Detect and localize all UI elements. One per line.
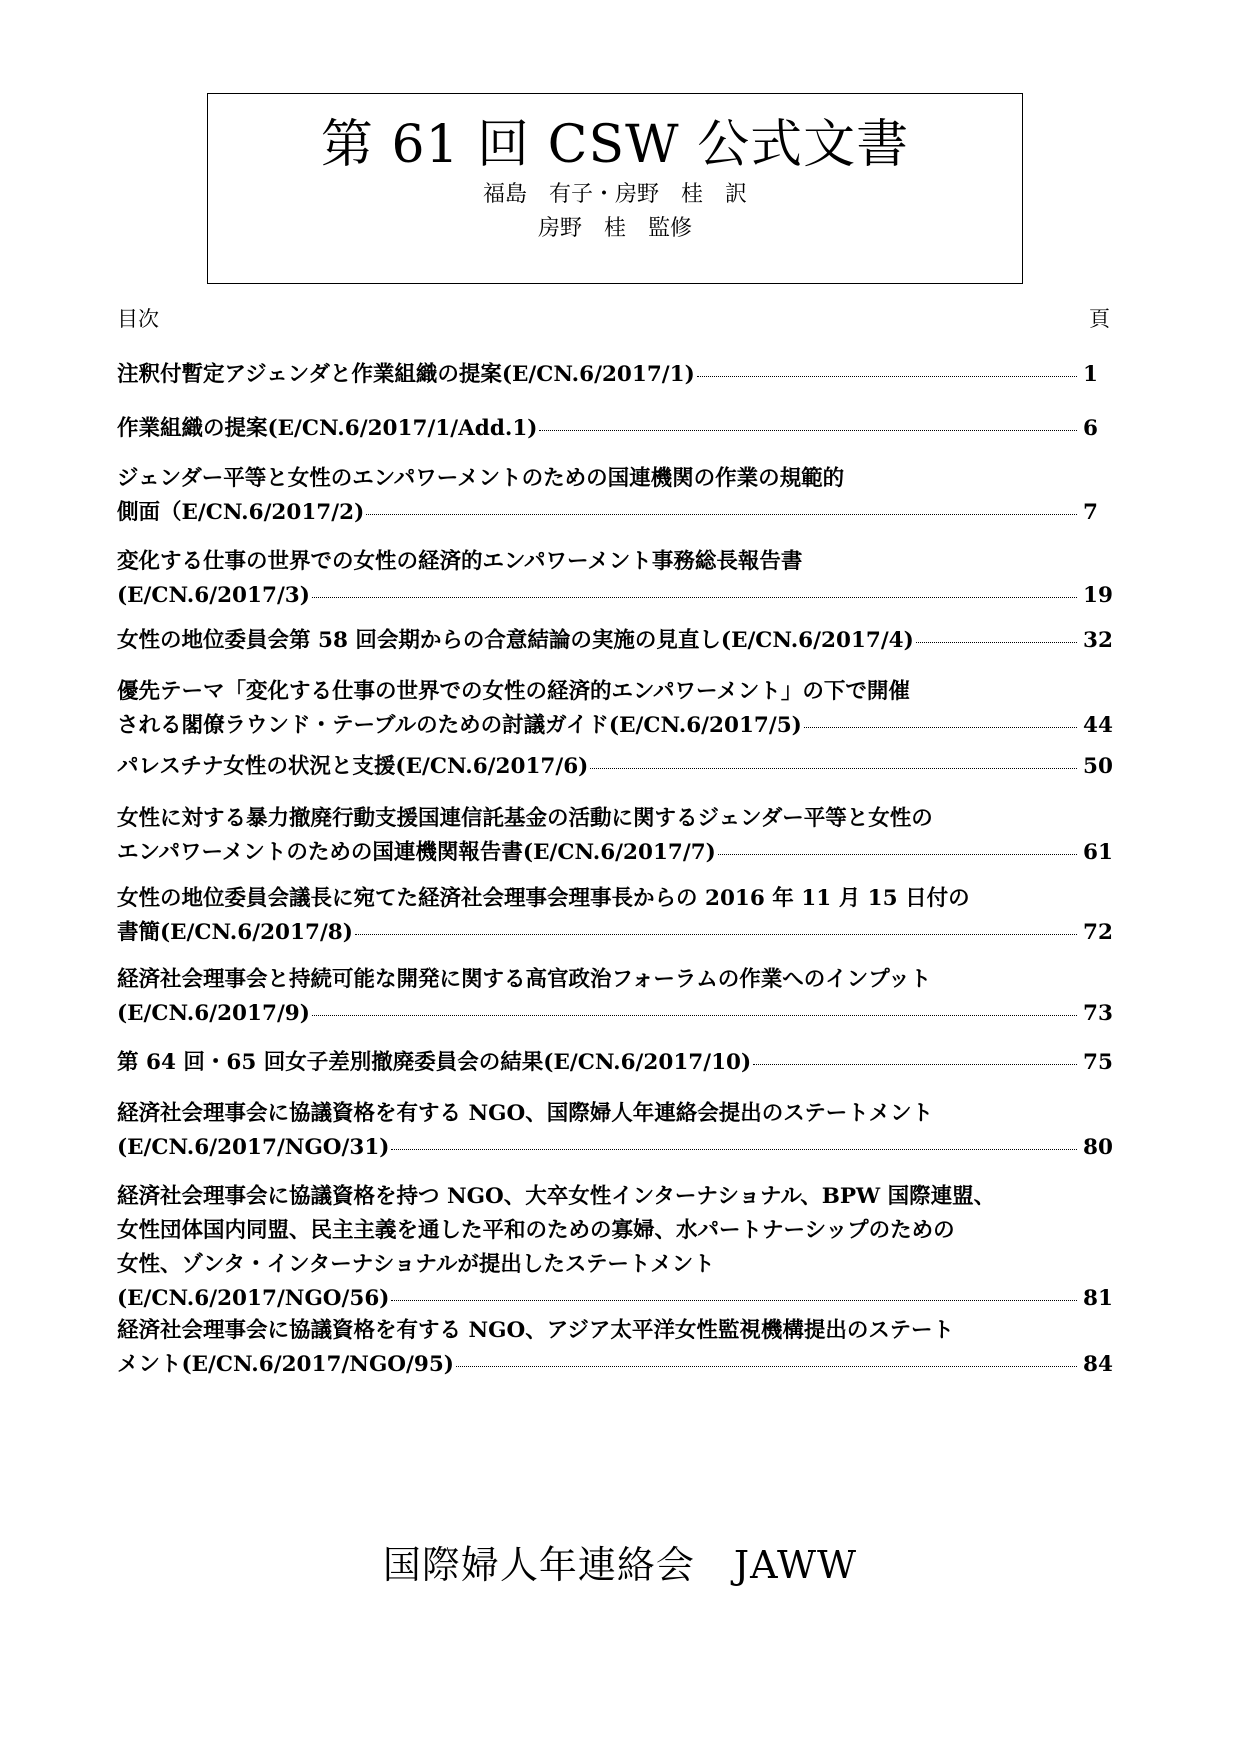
toc-entry-page-number: 72: [1083, 920, 1113, 945]
dot-leader: [804, 727, 1077, 728]
toc-entry-title-line: 女性の地位委員会第 58 回会期からの合意結論の実施の見直し(E/CN.6/2017/4): [117, 628, 914, 653]
toc-entry-title-line: 女性、ゾンタ・インターナショナルが提出したステートメント: [117, 1252, 715, 1277]
toc-entry-title-line: 女性団体国内同盟、民主主義を通した平和のための寡婦、水パートナーシップのための: [117, 1218, 955, 1243]
dot-leader: [391, 1149, 1077, 1150]
translators-credit: 福島 有子・房野 桂 訳: [482, 182, 747, 207]
toc-entry-page-number: 50: [1083, 754, 1113, 779]
toc-entry: [117, 545, 1113, 613]
dot-leader: [718, 854, 1077, 855]
toc-entry-title-line: 経済社会理事会に協議資格を有する NGO、国際婦人年連絡会提出のステートメント: [117, 1101, 934, 1126]
toc-entry: [117, 882, 1113, 950]
document-title: 第 61 回 CSW 公式文書: [320, 115, 910, 175]
toc-entry: [117, 1097, 1113, 1165]
toc-entry-title-line: パレスチナ女性の状況と支援(E/CN.6/2017/6): [117, 754, 589, 779]
toc-entry-page-number: 80: [1083, 1135, 1113, 1160]
toc-entry: [117, 1046, 1113, 1080]
dot-leader: [391, 1300, 1077, 1301]
toc-entry-page-number: 32: [1083, 628, 1113, 653]
toc-entry: [117, 1180, 1113, 1316]
toc-entry-title-line: (E/CN.6/2017/NGO/56): [117, 1286, 390, 1311]
dot-leader: [539, 430, 1077, 431]
dot-leader: [312, 1015, 1077, 1016]
toc-entry: [117, 412, 1113, 446]
toc-entry-title-line: 第 64 回・65 回女子差別撤廃委員会の結果(E/CN.6/2017/10): [117, 1050, 752, 1075]
toc-entry: [117, 624, 1113, 658]
toc-entry-title-line: 優先テーマ「変化する仕事の世界での女性の経済的エンパワーメント」の下で開催: [117, 679, 910, 704]
toc-entry: [117, 1314, 1113, 1382]
toc-entry-title-line: 経済社会理事会に協議資格を有する NGO、アジア太平洋女性監視機構提出のステート: [117, 1318, 954, 1343]
toc-entry-title-line: 経済社会理事会と持続可能な開発に関する高官政治フォーラムの作業へのインプット: [117, 967, 932, 992]
toc-entry: [117, 358, 1113, 392]
dot-leader: [590, 768, 1077, 769]
dot-leader: [312, 597, 1077, 598]
toc-entry-title-line: 側面（E/CN.6/2017/2): [117, 500, 365, 525]
toc-entry-page-number: 81: [1083, 1286, 1113, 1311]
toc-header: [117, 304, 1110, 334]
toc-entry-title-line: エンパワーメントのための国連機関報告書(E/CN.6/2017/7): [117, 840, 716, 865]
toc-entry-page-number: 44: [1083, 713, 1113, 738]
dot-leader: [366, 514, 1077, 515]
toc-entry-title-line: 書簡(E/CN.6/2017/8): [117, 920, 353, 945]
dot-leader: [456, 1366, 1077, 1367]
toc-entry: [117, 675, 1113, 743]
toc-entry-title-line: (E/CN.6/2017/3): [117, 583, 310, 608]
toc-entry-title-line: メント(E/CN.6/2017/NGO/95): [117, 1352, 454, 1377]
toc-entry-page-number: 7: [1083, 500, 1098, 525]
dot-leader: [916, 642, 1077, 643]
toc-entry-title-line: (E/CN.6/2017/9): [117, 1001, 310, 1026]
toc-entry: [117, 802, 1113, 870]
toc-entry-title-line: (E/CN.6/2017/NGO/31): [117, 1135, 390, 1160]
toc-entry-title-line: 女性の地位委員会議長に宛てた経済社会理事会理事長からの 2016 年 11 月 15 日付の: [117, 886, 970, 911]
publisher: 国際婦人年連絡会 JAWW: [382, 1543, 858, 1587]
toc-entry-title-line: される閣僚ラウンド・テーブルのための討議ガイド(E/CN.6/2017/5): [117, 713, 802, 738]
dot-leader: [753, 1064, 1077, 1065]
toc-entry: [117, 462, 1113, 530]
toc-entry: [117, 750, 1113, 784]
toc-entry-page-number: 73: [1083, 1001, 1113, 1026]
dot-leader: [697, 376, 1077, 377]
toc-entry-page-number: 75: [1083, 1050, 1113, 1075]
toc-entry-page-number: 1: [1083, 362, 1098, 387]
page-column-label: 頁: [1089, 307, 1110, 331]
toc-entry-title-line: 変化する仕事の世界での女性の経済的エンパワーメント事務総長報告書: [117, 549, 803, 574]
toc-entry-page-number: 6: [1083, 416, 1098, 441]
toc-entry-title-line: 注釈付暫定アジェンダと作業組織の提案(E/CN.6/2017/1): [117, 362, 695, 387]
toc-entry-title-line: 経済社会理事会に協議資格を持つ NGO、大卒女性インターナショナル、BPW 国際連盟、: [117, 1184, 996, 1209]
toc-entry: [117, 963, 1113, 1031]
toc-entry-page-number: 19: [1083, 583, 1113, 608]
toc-entry-title-line: ジェンダー平等と女性のエンパワーメントのための国連機関の作業の規範的: [117, 466, 845, 491]
title-box: [207, 93, 1023, 284]
toc-entry-page-number: 84: [1083, 1352, 1113, 1377]
toc-entry-title-line: 女性に対する暴力撤廃行動支援国連信託基金の活動に関するジェンダー平等と女性の: [117, 806, 933, 831]
toc-entry-page-number: 61: [1083, 840, 1113, 865]
toc-label: 目次: [117, 307, 159, 331]
dot-leader: [355, 934, 1077, 935]
supervisor-credit: 房野 桂 監修: [537, 216, 692, 241]
toc-entry-title-line: 作業組織の提案(E/CN.6/2017/1/Add.1): [117, 416, 538, 441]
